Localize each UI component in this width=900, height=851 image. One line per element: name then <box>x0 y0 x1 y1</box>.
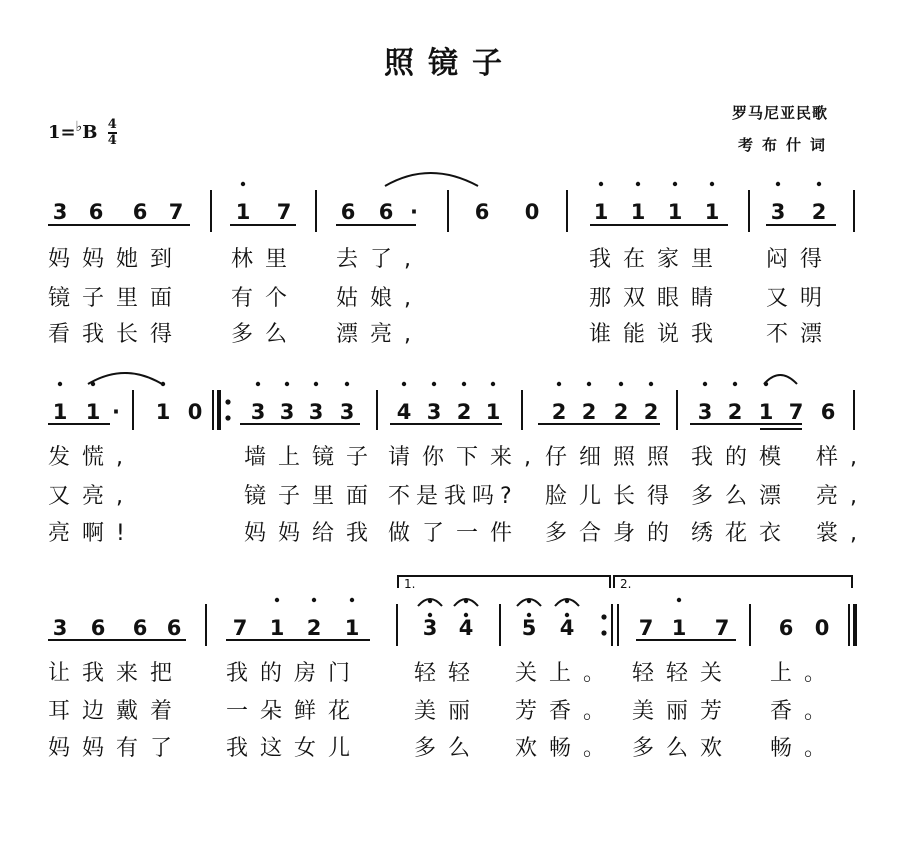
lyric: 镜子里面 <box>244 484 381 509</box>
note: 6 <box>820 400 836 424</box>
note: 0 <box>524 200 540 224</box>
note: 2 <box>551 400 567 424</box>
lyric: 漂亮, <box>336 322 423 347</box>
note: 2 <box>727 400 743 424</box>
note: 3 <box>339 400 355 424</box>
lyric: 多合身的 <box>545 521 682 546</box>
note: 2 <box>811 200 827 224</box>
note: 7 <box>276 200 292 224</box>
note: 3 <box>52 200 68 224</box>
lyric: 欢畅。 <box>515 736 618 761</box>
flat-sign: ♭ <box>75 119 83 135</box>
lyric: 我的房门 <box>226 661 363 686</box>
note: 6 <box>778 616 794 640</box>
note: 6 <box>166 616 182 640</box>
note: 1 <box>704 200 720 224</box>
lyric: 关上。 <box>515 661 618 686</box>
lyric: 妈妈她到 <box>48 247 185 272</box>
note: 2 <box>643 400 659 424</box>
lyric: 闷得 <box>766 247 835 272</box>
lyric: 亮, <box>816 484 869 509</box>
lyric: 我在家里 <box>589 247 726 272</box>
lyric: 亮啊! <box>48 521 137 546</box>
lyric: 轻轻 <box>414 661 483 686</box>
lyric: 去了, <box>336 247 423 272</box>
note: 1 <box>485 400 501 424</box>
note: 6 <box>132 616 148 640</box>
note: 1 <box>667 200 683 224</box>
lyric: 发慌, <box>48 445 135 470</box>
note: 0 <box>814 616 830 640</box>
song-title: 照镜子 <box>384 46 516 81</box>
lyric: 一朵鲜花 <box>226 699 363 724</box>
note: 4 <box>396 400 412 424</box>
note: 2 <box>613 400 629 424</box>
lyric: 谁能说我 <box>589 322 726 347</box>
volta-1-label: 1. <box>404 577 416 591</box>
note: 1 <box>593 200 609 224</box>
note: 2 <box>456 400 472 424</box>
lyric: 脸儿长得 <box>545 484 682 509</box>
note: 6 <box>474 200 490 224</box>
note: 3 <box>308 400 324 424</box>
note: 3 <box>422 616 438 640</box>
dot: · <box>410 200 418 224</box>
lyric: 样, <box>816 445 869 470</box>
note: 1 <box>269 616 285 640</box>
lyric: 不漂 <box>766 322 835 347</box>
note: 1 <box>235 200 251 224</box>
lyric: 让我来把 <box>48 661 185 686</box>
note: 5 <box>521 616 537 640</box>
lyric: 多么 <box>414 736 483 761</box>
note: 7 <box>788 400 804 424</box>
note: 3 <box>770 200 786 224</box>
note: 3 <box>279 400 295 424</box>
note: 4 <box>458 616 474 640</box>
note: 3 <box>52 616 68 640</box>
lyric: 又明 <box>766 286 835 311</box>
time-signature: $\frac{4}{4}$ <box>107 117 117 148</box>
lyric: 耳边戴着 <box>48 699 185 724</box>
lyric: 那双眼睛 <box>589 286 726 311</box>
note: 6 <box>378 200 394 224</box>
note: 1 <box>155 400 171 424</box>
note: 1 <box>344 616 360 640</box>
lyric: 多么欢 <box>632 736 735 761</box>
note: 1 <box>630 200 646 224</box>
lyricist-credit: 考布什词 <box>738 136 835 154</box>
note: 6 <box>340 200 356 224</box>
note: 1 <box>52 400 68 424</box>
lyric: 畅。 <box>770 736 839 761</box>
lyric: 请你下来, <box>388 445 543 470</box>
lyric: 多么漂 <box>691 484 794 509</box>
note: 1 <box>758 400 774 424</box>
lyric: 美丽芳 <box>632 699 735 724</box>
lyric: 美丽 <box>414 699 483 724</box>
lyric: 仔细照照 <box>545 445 682 470</box>
lyric: 妈妈有了 <box>48 736 185 761</box>
key-note: B <box>82 122 98 143</box>
note: 7 <box>168 200 184 224</box>
note: 4 <box>559 616 575 640</box>
note: 6 <box>88 200 104 224</box>
lyric: 看我长得 <box>48 322 185 347</box>
lyric: 又亮, <box>48 484 135 509</box>
lyric: 我这女儿 <box>226 736 363 761</box>
lyric: 妈妈给我 <box>244 521 381 546</box>
note: 7 <box>232 616 248 640</box>
lyric: 有个 <box>231 286 300 311</box>
lyric: 我的模 <box>691 445 794 470</box>
note: 0 <box>187 400 203 424</box>
note: 2 <box>581 400 597 424</box>
lyric: 镜子里面 <box>48 286 185 311</box>
note: 3 <box>250 400 266 424</box>
note: 7 <box>714 616 730 640</box>
lyric: 不是我吗? <box>388 484 518 509</box>
key-prefix: 1= <box>48 122 76 143</box>
lyric: 芳香。 <box>515 699 618 724</box>
lyric: 做了一件 <box>388 521 525 546</box>
note: 6 <box>132 200 148 224</box>
lyric: 墙上镜子 <box>244 445 381 470</box>
lyric: 林里 <box>231 247 300 272</box>
note: 1 <box>85 400 101 424</box>
lyric: 轻轻关 <box>632 661 735 686</box>
lyric: 香。 <box>770 699 839 724</box>
note: 3 <box>697 400 713 424</box>
dot: · <box>112 400 120 424</box>
note: 2 <box>306 616 322 640</box>
lyric: 姑娘, <box>336 286 423 311</box>
lyric: 裳, <box>816 521 869 546</box>
note: 6 <box>90 616 106 640</box>
lyric: 多么 <box>231 322 300 347</box>
volta-2-label: 2. <box>620 577 632 591</box>
note: 1 <box>671 616 687 640</box>
lyric: 绣花衣 <box>691 521 794 546</box>
lyric: 上。 <box>770 661 839 686</box>
origin-credit: 罗马尼亚民歌 <box>732 104 829 122</box>
note: 3 <box>426 400 442 424</box>
note: 7 <box>638 616 654 640</box>
